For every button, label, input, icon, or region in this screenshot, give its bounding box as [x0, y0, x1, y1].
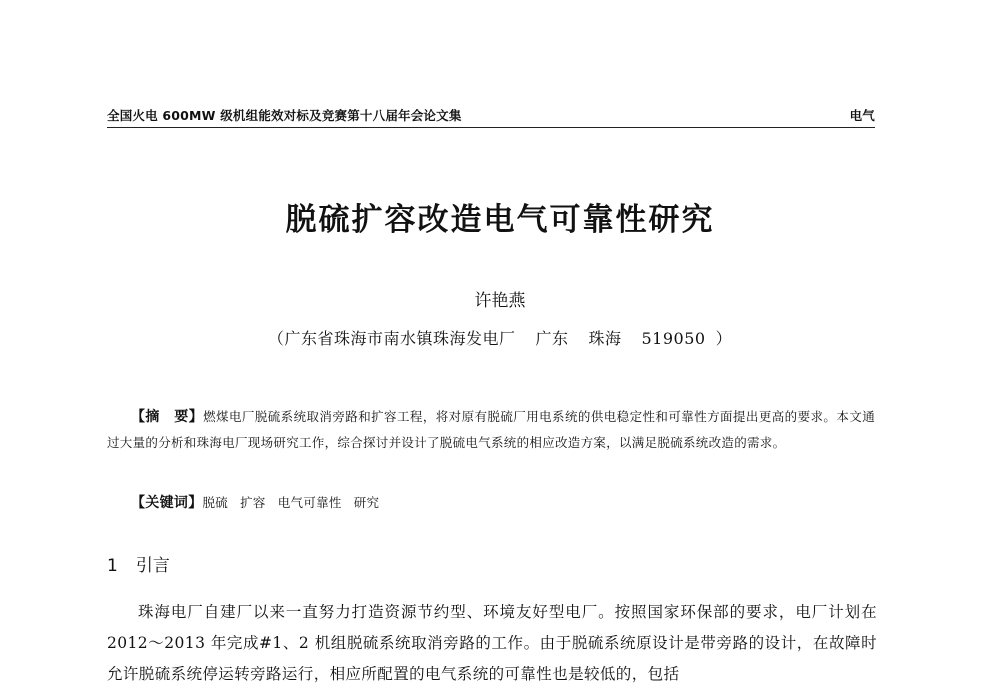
section-title: 引言: [135, 556, 170, 576]
affiliation-org: 广东省珠海市南水镇珠海发电厂: [284, 329, 516, 348]
affiliation-postcode: 519050: [641, 329, 706, 348]
paper-title: 脱硫扩容改造电气可靠性研究: [285, 202, 715, 238]
keyword-item: 电气可靠性: [277, 495, 342, 510]
abstract-label: 【摘 要】: [131, 409, 204, 425]
keyword-item: 扩容: [240, 495, 266, 510]
author-name: 许艳燕: [474, 291, 526, 311]
affiliation-province: 广东: [535, 329, 569, 348]
section-number: 1: [107, 556, 118, 576]
author-affiliation: [0, 326, 1000, 349]
affiliation-close-paren: ）: [715, 329, 733, 348]
header-divider: [107, 127, 875, 128]
keywords-label: 【关键词】: [131, 495, 203, 511]
running-header: [107, 106, 875, 128]
body-paragraph: 珠海电厂自建厂以来一直努力打造资源节约型、环境友好型电厂。按照国家环保部的要求，电厂计划在 2012～2013 年完成#1、2 机组脱硫系统取消旁路的工作。由于脱硫系统原设计是带旁路的设计，在故障时允许脱硫系统停运转旁路运行，相应所配置的电气系统的可靠性也是较低的，包括: [107, 603, 877, 683]
keywords: [107, 490, 875, 516]
affiliation-open-paren: （: [267, 329, 285, 348]
keyword-item: 研究: [353, 495, 380, 510]
section-heading: [107, 551, 170, 576]
affiliation-city: 珠海: [588, 329, 622, 348]
header-section-label: 电气: [849, 108, 875, 123]
abstract-text: 燃煤电厂脱硫系统取消旁路和扩容工程，将对原有脱硫厂用电系统的供电稳定性和可靠性方面提出更高的要求。本文通过大量的分析和珠海电厂现场研究工作，综合探讨并设计了脱硫电气系统的相应改造方案，以满足脱硫系统改造的需求。: [107, 409, 876, 450]
header-proceedings-title: 全国火电 600MW 级机组能效对标及竞赛第十八届年会论文集: [107, 108, 462, 123]
abstract: [107, 404, 875, 456]
keyword-item: 脱硫: [202, 495, 229, 510]
